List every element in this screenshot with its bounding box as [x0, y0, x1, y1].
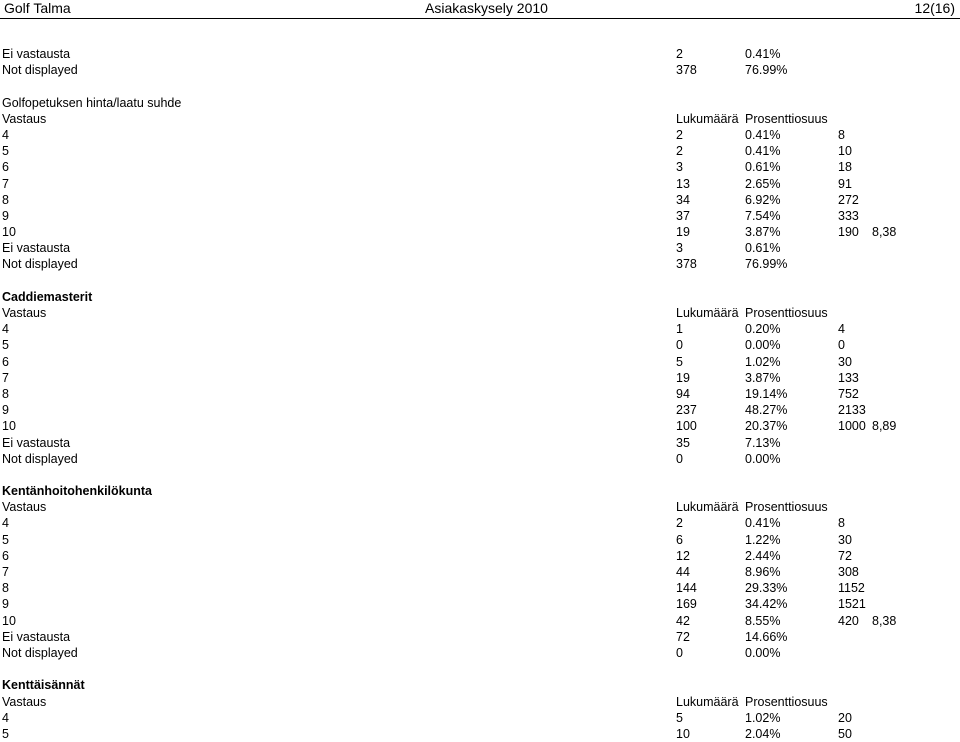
- row-percent: 76.99%: [745, 257, 788, 272]
- row-count: 5: [676, 354, 683, 369]
- section-title: [0, 677, 960, 693]
- row-percent: 7.54%: [745, 208, 781, 223]
- row-count: 2: [676, 47, 683, 61]
- row-count: 144: [676, 581, 697, 596]
- section-spacer: [0, 273, 960, 289]
- row-percent: 8.55%: [745, 613, 781, 628]
- row-label: 4: [2, 322, 9, 337]
- table-row: [0, 337, 960, 353]
- row-score: 420: [838, 613, 859, 628]
- row-score: 190: [838, 225, 859, 240]
- row-label: 5: [2, 726, 9, 741]
- header-document-title: Asiakaskysely 2010: [425, 0, 548, 16]
- section-title-text: Golfopetuksen hinta/laatu suhde: [2, 95, 182, 110]
- table-row: [0, 580, 960, 596]
- row-label: 10: [2, 419, 16, 434]
- row-count: 378: [676, 257, 697, 272]
- table-row: [0, 176, 960, 192]
- column-header-row: [0, 499, 960, 515]
- row-score: 333: [838, 208, 859, 223]
- row-score: 0: [838, 338, 845, 353]
- page-header: [0, 0, 960, 19]
- row-count: 0: [676, 451, 683, 466]
- section-title: [0, 95, 960, 111]
- survey-sections: [0, 78, 960, 742]
- column-header-answer: Vastaus: [2, 694, 47, 709]
- row-score: 30: [838, 532, 852, 547]
- row-score: 10: [838, 144, 852, 159]
- row-percent: 0.61%: [745, 241, 781, 256]
- row-label: Ei vastausta: [2, 47, 71, 61]
- row-percent: 2.65%: [745, 176, 781, 191]
- section-spacer: [0, 78, 960, 94]
- row-count: 19: [676, 370, 690, 385]
- row-count: 42: [676, 613, 690, 628]
- row-percent: 0.00%: [745, 645, 781, 660]
- row-percent: 0.41%: [745, 144, 781, 159]
- row-score: 1521: [838, 597, 866, 612]
- row-percent: 1.02%: [745, 354, 781, 369]
- section-spacer: [0, 467, 960, 483]
- table-row: [0, 62, 960, 78]
- section-title-text: Kentänhoitohenkilökunta: [2, 484, 152, 499]
- column-header-count: Lukumäärä: [676, 694, 739, 709]
- row-label: 9: [2, 403, 9, 418]
- row-count: 378: [676, 63, 697, 78]
- column-header-count: Lukumäärä: [676, 111, 739, 126]
- table-row: [0, 256, 960, 272]
- row-percent: 0.41%: [745, 516, 781, 531]
- column-header-count: Lukumäärä: [676, 306, 739, 320]
- row-score: 30: [838, 354, 852, 369]
- row-label: 9: [2, 597, 9, 612]
- row-percent: 0.41%: [745, 47, 781, 61]
- row-label: 8: [2, 192, 9, 207]
- row-score: 4: [838, 322, 845, 337]
- row-percent: 20.37%: [745, 419, 788, 434]
- table-row: [0, 354, 960, 370]
- row-score: 50: [838, 726, 852, 741]
- row-label: 6: [2, 160, 9, 175]
- row-percent: 8.96%: [745, 565, 781, 579]
- section-title: [0, 289, 960, 305]
- row-count: 10: [676, 726, 690, 741]
- row-percent: 7.13%: [745, 435, 781, 450]
- row-percent: 76.99%: [745, 63, 788, 78]
- row-count: 37: [676, 208, 690, 223]
- row-count: 237: [676, 403, 697, 418]
- row-percent: 6.92%: [745, 192, 781, 207]
- row-label: 8: [2, 581, 9, 596]
- row-label: 7: [2, 565, 9, 579]
- row-score: 2133: [838, 403, 866, 418]
- row-count: 100: [676, 419, 697, 434]
- section-title: [0, 483, 960, 499]
- row-count: 2: [676, 144, 683, 159]
- row-percent: 19.14%: [745, 386, 788, 401]
- table-row: [0, 548, 960, 564]
- row-count: 3: [676, 160, 683, 175]
- row-score: 272: [838, 192, 859, 207]
- row-count: 5: [676, 710, 683, 725]
- row-percent: 3.87%: [745, 370, 781, 385]
- column-header-row: [0, 694, 960, 710]
- row-count: 2: [676, 127, 683, 142]
- row-score: 20: [838, 710, 852, 725]
- row-percent: 29.33%: [745, 581, 788, 596]
- row-label: Not displayed: [2, 63, 78, 78]
- row-count: 12: [676, 548, 690, 563]
- table-row: [0, 402, 960, 418]
- table-row: [0, 192, 960, 208]
- row-count: 6: [676, 532, 683, 547]
- table-row: [0, 321, 960, 337]
- row-label: Ei vastausta: [2, 435, 71, 450]
- table-row: [0, 370, 960, 386]
- section-title-text: Kenttäisännät: [2, 678, 85, 693]
- row-percent: 2.04%: [745, 726, 781, 741]
- row-percent: 0.00%: [745, 338, 781, 353]
- row-score: 752: [838, 386, 859, 401]
- section-spacer: [0, 661, 960, 677]
- row-label: Not displayed: [2, 645, 78, 660]
- row-label: 6: [2, 548, 9, 563]
- table-row: [0, 451, 960, 467]
- column-header-percent: Prosenttiosuus: [745, 306, 828, 320]
- row-percent: 2.44%: [745, 548, 781, 563]
- row-score: 308: [838, 565, 859, 579]
- row-count: 72: [676, 629, 690, 644]
- row-percent: 0.20%: [745, 322, 781, 337]
- row-count: 0: [676, 338, 683, 353]
- row-average: 8,89: [872, 419, 897, 434]
- row-label: 4: [2, 710, 9, 725]
- table-row: [0, 159, 960, 175]
- row-label: 9: [2, 208, 9, 223]
- column-header-row: [0, 111, 960, 127]
- row-percent: 34.42%: [745, 597, 788, 612]
- row-average: 8,38: [872, 613, 897, 628]
- row-label: Ei vastausta: [2, 629, 71, 644]
- row-label: 5: [2, 144, 9, 159]
- row-percent: 1.02%: [745, 710, 781, 725]
- row-score: 8: [838, 516, 845, 531]
- row-label: 5: [2, 338, 9, 353]
- column-header-percent: Prosenttiosuus: [745, 694, 828, 709]
- column-header-count: Lukumäärä: [676, 500, 739, 515]
- row-count: 34: [676, 192, 690, 207]
- row-score: 18: [838, 160, 852, 175]
- row-label: 5: [2, 532, 9, 547]
- table-row: [0, 435, 960, 451]
- table-row: [0, 386, 960, 402]
- row-label: Not displayed: [2, 451, 78, 466]
- row-label: 4: [2, 127, 9, 142]
- row-label: 7: [2, 176, 9, 191]
- table-row: [0, 224, 960, 240]
- column-header-percent: Prosenttiosuus: [745, 500, 828, 515]
- row-label: Not displayed: [2, 257, 78, 272]
- row-count: 13: [676, 176, 690, 191]
- row-score: 133: [838, 370, 859, 385]
- table-row: [0, 564, 960, 580]
- row-count: 35: [676, 435, 690, 450]
- row-label: 10: [2, 613, 16, 628]
- row-count: 0: [676, 645, 683, 660]
- row-count: 169: [676, 597, 697, 612]
- row-percent: 0.00%: [745, 451, 781, 466]
- row-percent: 0.41%: [745, 127, 781, 142]
- table-row: [0, 596, 960, 612]
- row-count: 3: [676, 241, 683, 256]
- row-percent: 0.61%: [745, 160, 781, 175]
- table-row: [0, 240, 960, 256]
- report-content: [0, 46, 960, 742]
- table-row: [0, 726, 960, 742]
- section-title-text: Caddiemasterit: [2, 289, 93, 304]
- row-percent: 3.87%: [745, 225, 781, 240]
- column-header-answer: Vastaus: [2, 500, 47, 515]
- row-label: 4: [2, 516, 9, 531]
- row-label: 7: [2, 370, 9, 385]
- row-count: 2: [676, 516, 683, 531]
- table-row: [0, 515, 960, 531]
- row-score: 1152: [838, 581, 865, 596]
- row-percent: 48.27%: [745, 403, 788, 418]
- row-count: 44: [676, 565, 690, 579]
- row-score: 1000: [838, 419, 866, 434]
- table-row: [0, 629, 960, 645]
- row-label: 8: [2, 386, 9, 401]
- header-company: Golf Talma: [4, 0, 71, 16]
- table-row: [0, 143, 960, 159]
- table-row: [0, 418, 960, 434]
- row-percent: 14.66%: [745, 629, 788, 644]
- row-average: 8,38: [872, 225, 897, 240]
- row-label: Ei vastausta: [2, 241, 71, 256]
- table-row: [0, 532, 960, 548]
- row-count: 19: [676, 225, 690, 240]
- table-row: [0, 645, 960, 661]
- row-score: 72: [838, 548, 852, 563]
- row-label: 6: [2, 354, 9, 369]
- column-header-row: [0, 305, 960, 321]
- table-row: [0, 710, 960, 726]
- row-score: 8: [838, 127, 845, 142]
- table-row: [0, 613, 960, 629]
- row-percent: 1.22%: [745, 532, 781, 547]
- column-header-percent: Prosenttiosuus: [745, 111, 828, 126]
- row-score: 91: [838, 176, 852, 191]
- column-header-answer: Vastaus: [2, 306, 47, 320]
- table-row: [0, 46, 960, 62]
- column-header-answer: Vastaus: [2, 111, 47, 126]
- row-count: 94: [676, 386, 690, 401]
- row-label: 10: [2, 225, 16, 240]
- row-count: 1: [676, 322, 683, 337]
- table-row: [0, 208, 960, 224]
- header-page-number: 12(16): [914, 0, 955, 16]
- table-row: [0, 127, 960, 143]
